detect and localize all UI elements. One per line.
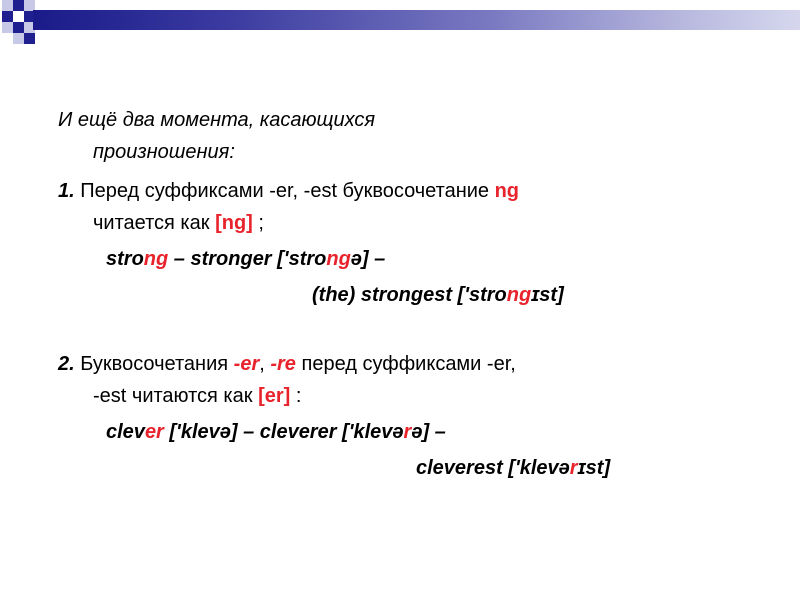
point-1-line-2 xyxy=(93,211,264,235)
point-text: : xyxy=(290,385,302,407)
example-text: cleverest ['klevə xyxy=(416,457,570,479)
highlight-ng: ng xyxy=(494,180,520,202)
heading-text: произношения: xyxy=(93,141,235,163)
sound-er: [er] xyxy=(258,385,291,407)
sound-ng: [ng] xyxy=(215,212,253,234)
point-number: 2. xyxy=(58,353,75,375)
example-text: ['klevə] – cleverer ['klevə xyxy=(163,421,404,443)
point-text: Перед суффиксами -er, -est буквосочетание xyxy=(74,180,495,202)
highlight-er: -er xyxy=(233,353,260,375)
example-text: (the) strongest ['stro xyxy=(312,284,507,306)
example-clever-line-1 xyxy=(106,420,446,444)
example-highlight: ng xyxy=(143,248,169,270)
point-text: , xyxy=(259,353,271,375)
point-text: -est читаются как xyxy=(93,385,259,407)
example-highlight: ng xyxy=(326,248,351,270)
example-text: ɪst] xyxy=(577,457,611,479)
example-text: ə] – xyxy=(350,248,386,270)
example-text: ə] – xyxy=(411,421,446,443)
example-highlight: ng xyxy=(506,284,532,306)
point-number: 1. xyxy=(58,180,75,202)
example-highlight: r xyxy=(569,457,578,479)
point-1-line-1 xyxy=(58,179,519,203)
highlight-re: -re xyxy=(270,353,296,375)
heading-text: И ещё два момента, касающихся xyxy=(58,109,376,131)
point-text: читается как xyxy=(93,212,216,234)
heading-line-1 xyxy=(58,108,375,132)
heading-line-2 xyxy=(93,140,235,164)
example-strong-line-2 xyxy=(312,283,564,307)
point-text: Буквосочетания xyxy=(74,353,234,375)
example-text: clev xyxy=(106,421,145,443)
example-clever-line-2 xyxy=(416,456,610,480)
example-text: – stronger ['stro xyxy=(168,248,327,270)
example-text: stro xyxy=(106,248,144,270)
example-text: ɪst] xyxy=(531,284,564,306)
point-text: ; xyxy=(252,212,264,234)
point-2-line-1 xyxy=(58,352,516,376)
example-highlight: er xyxy=(144,421,164,443)
point-2-line-2 xyxy=(93,384,301,408)
example-strong-line-1 xyxy=(106,247,385,271)
example-highlight: r xyxy=(403,421,412,443)
point-text: перед суффиксами -er, xyxy=(295,353,516,375)
